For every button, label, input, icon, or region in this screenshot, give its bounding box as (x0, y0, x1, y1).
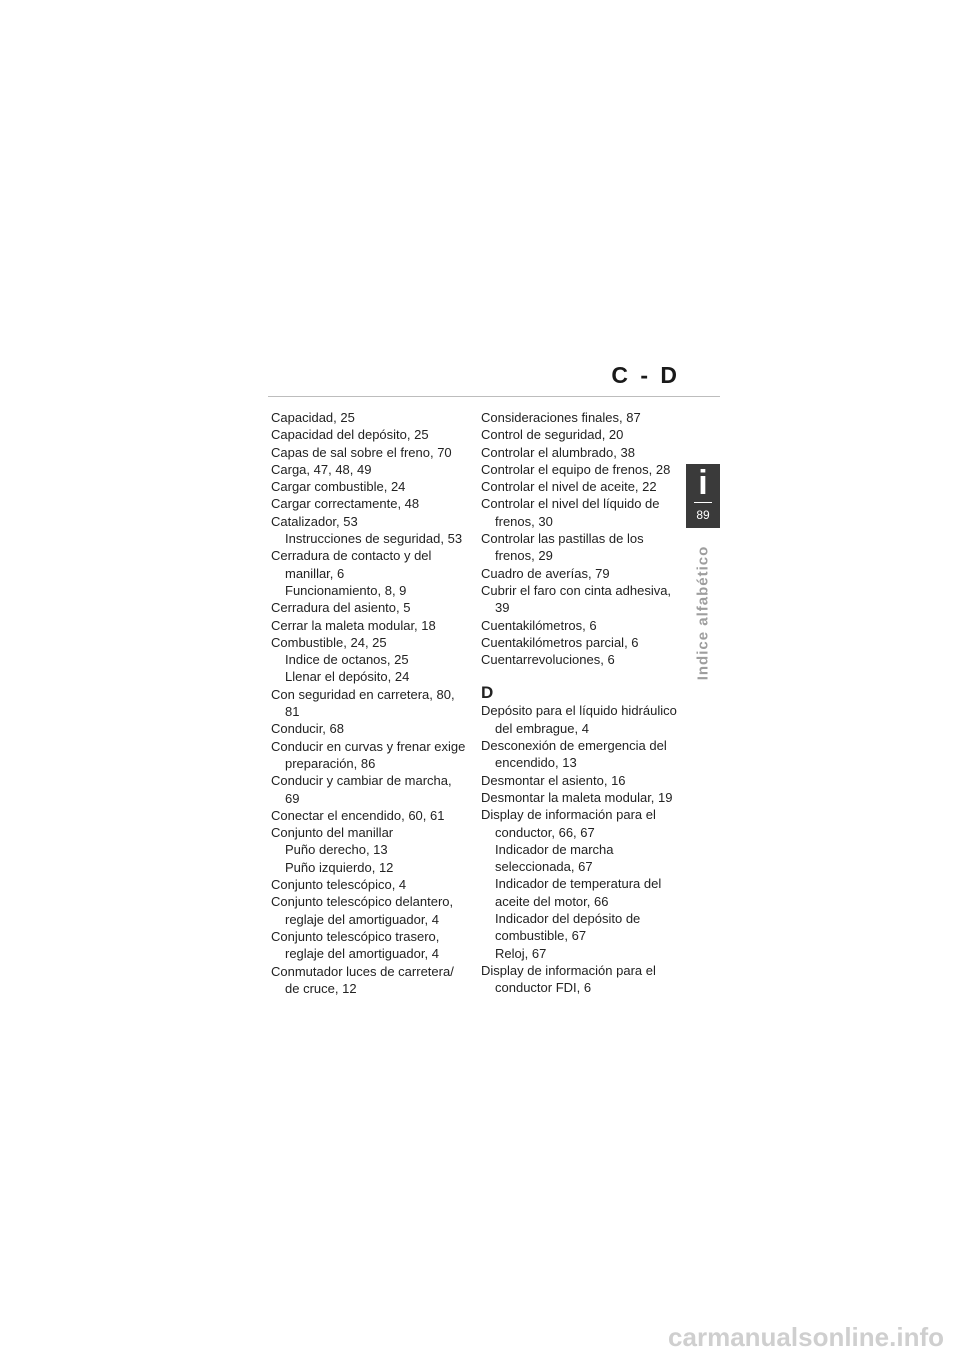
index-entry: Conjunto del manillar (271, 825, 394, 841)
index-entry-continuation: preparación, 86 (285, 755, 376, 771)
index-entry: Desmontar la maleta modular, 19 (481, 789, 673, 805)
index-subentry: Llenar el depósito, 24 (285, 669, 410, 685)
index-entry: Conjunto telescópico, 4 (271, 877, 407, 893)
index-entry: Controlar el nivel de aceite, 22 (481, 479, 657, 495)
index-entry: Depósito para el líquido hidráulico (481, 703, 677, 719)
index-subentry: Instrucciones de seguridad, 53 (285, 531, 463, 547)
index-subentry: Indice de octanos, 25 (285, 652, 409, 668)
index-entry: Conducir, 68 (271, 721, 344, 737)
index-entry: Conducir en curvas y frenar exige (271, 738, 466, 754)
index-entry: Capacidad, 25 (271, 410, 355, 425)
index-entry: Con seguridad en carretera, 80, (271, 686, 455, 702)
index-entry: Cuentakilómetros, 6 (481, 617, 597, 633)
index-entry: Cargar correctamente, 48 (271, 496, 420, 512)
index-entry: Conducir y cambiar de marcha, (271, 773, 452, 789)
index-entry: Cerrar la maleta modular, 18 (271, 617, 436, 633)
index-column-right (481, 409, 687, 997)
index-entry-continuation: conductor, 66, 67 (495, 824, 595, 840)
index-entry: Capacidad del depósito, 25 (271, 427, 429, 443)
index-entry: Controlar el alumbrado, 38 (481, 444, 635, 460)
header-divider (268, 396, 720, 397)
index-entry: Capas de sal sobre el freno, 70 (271, 444, 452, 460)
index-subentry: aceite del motor, 66 (495, 893, 609, 909)
index-entry-continuation: frenos, 30 (495, 513, 553, 529)
index-entry: Desconexión de emergencia del (481, 738, 667, 754)
index-entry-continuation: 39 (495, 600, 510, 616)
index-entry-continuation: 81 (285, 704, 300, 720)
index-entry: Desmontar el asiento, 16 (481, 772, 626, 788)
index-entry: Display de información para el (481, 807, 656, 823)
index-entry: Cerradura de contacto y del (271, 548, 432, 564)
index-entry: Catalizador, 53 (271, 513, 358, 529)
index-entry: Conjunto telescópico delantero, (271, 894, 454, 910)
index-subentry: Indicador de marcha (495, 841, 614, 857)
index-subentry: seleccionada, 67 (495, 859, 593, 875)
index-subentry: combustible, 67 (495, 928, 587, 944)
index-entry: Combustible, 24, 25 (271, 634, 387, 650)
index-entry: Controlar las pastillas de los (481, 531, 644, 547)
page-title: C - D (611, 362, 680, 388)
index-subentry: Puño izquierdo, 12 (285, 859, 394, 875)
tab-divider (694, 502, 712, 503)
index-entry: Conjunto telescópico trasero, (271, 928, 440, 944)
index-subentry: Indicador del depósito de (495, 911, 641, 927)
index-entry-continuation: reglaje del amortiguador, 4 (285, 911, 439, 927)
index-entry: Cuentarrevoluciones, 6 (481, 652, 615, 668)
index-letter-heading: D (481, 683, 494, 703)
index-subentry: Puño derecho, 13 (285, 842, 388, 858)
index-entry: Conmutador luces de carretera/ (271, 963, 454, 979)
index-entry: Cargar combustible, 24 (271, 479, 406, 495)
index-entry-continuation: de cruce, 12 (285, 980, 357, 996)
index-entry-continuation: encendido, 13 (495, 755, 577, 771)
index-entry-continuation: 69 (285, 790, 300, 806)
index-entry: Control de seguridad, 20 (481, 427, 624, 443)
info-i-icon: i (698, 464, 708, 502)
index-entry: Controlar el equipo de frenos, 28 (481, 461, 671, 477)
index-entry: Display de información para el (481, 962, 656, 978)
index-entry-continuation: manillar, 6 (285, 565, 345, 581)
index-entry: Conectar el encendido, 60, 61 (271, 807, 445, 823)
section-side-label: Indice alfabético (694, 545, 712, 681)
index-subentry: Indicador de temperatura del (495, 876, 662, 892)
watermark: carmanualsonline.info (668, 1322, 944, 1352)
index-entry-continuation: frenos, 29 (495, 548, 553, 564)
index-column-left (271, 409, 476, 997)
page-number: 89 (696, 508, 710, 522)
index-entry-continuation: reglaje del amortiguador, 4 (285, 946, 439, 962)
index-entry: Consideraciones finales, 87 (481, 410, 641, 425)
index-entry-continuation: conductor FDI, 6 (495, 980, 592, 996)
index-entry-continuation: del embrague, 4 (495, 720, 589, 736)
index-subentry: Funcionamiento, 8, 9 (285, 582, 407, 598)
index-entry: Controlar el nivel del líquido de (481, 496, 660, 512)
index-entry: Cuadro de averías, 79 (481, 565, 610, 581)
index-subentry: Reloj, 67 (495, 945, 547, 961)
index-entry: Cuentakilómetros parcial, 6 (481, 634, 639, 650)
index-entry: Cerradura del asiento, 5 (271, 600, 411, 616)
index-tab (686, 464, 720, 528)
index-entry: Cubrir el faro con cinta adhesiva, (481, 582, 672, 598)
index-entry: Carga, 47, 48, 49 (271, 461, 372, 477)
